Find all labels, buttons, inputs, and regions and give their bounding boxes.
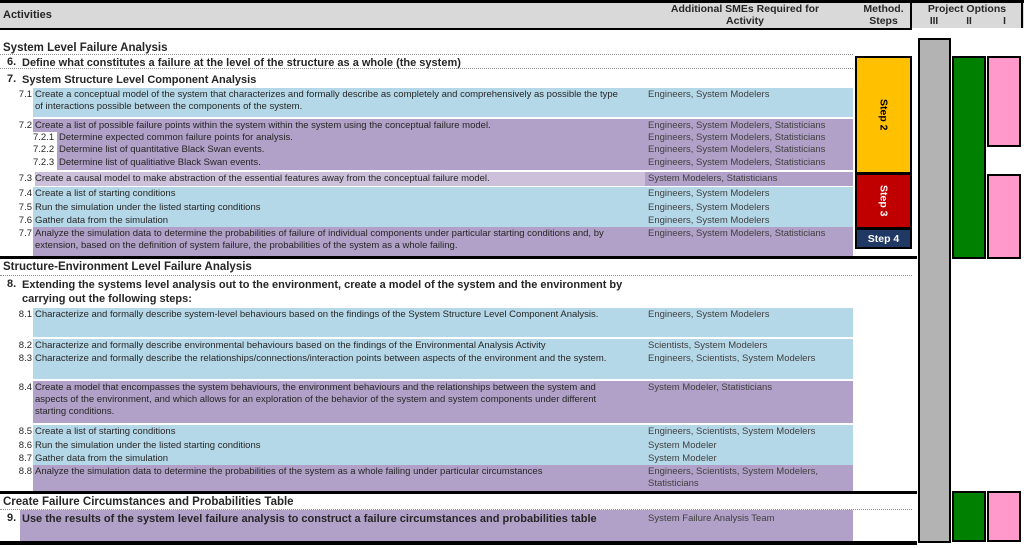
section-title: Structure-Environment Level Failure Analysis <box>3 261 252 273</box>
row-number: 8.2 <box>18 340 32 351</box>
row-number: 8. <box>7 278 17 290</box>
activity-text: Create a conceptual model of the system that characterizes and formally describe as completely and comprehensively as possible the type of interactions possible between the components of the system. <box>35 89 618 112</box>
dotted-separator <box>0 509 912 510</box>
activity-text: Characterize and formally describe the relationships/connections/interaction points between aspects of the environment and the system. <box>35 353 607 364</box>
activity-text: Extending the systems level analysis out to the environment, create a model of the system and the environment by carrying out the following steps: <box>22 279 623 305</box>
row-8-7 <box>0 452 1024 465</box>
sme-text: System Modelers, Statisticians <box>648 173 778 184</box>
sme-text: Engineers, System Modelers, Statisticians <box>648 228 826 239</box>
section-create-table <box>0 494 1024 510</box>
method-step-2-box <box>855 56 912 174</box>
sme-text: Engineers, System Modelers, Statisticians <box>648 120 826 131</box>
sme-text: Engineers, Scientists, System Modelers <box>648 353 816 364</box>
sme-text: Engineers, Scientists, System Modelers, Statisticians <box>648 466 819 489</box>
sme-text: Engineers, System Modelers, Statisticians <box>648 157 826 168</box>
activity-text: Characterize and formally describe environmental behaviours based on the findings of the Environmental Analysis Activity <box>35 340 546 351</box>
header-activities: Activities <box>3 9 52 21</box>
header-option-ii: II <box>966 16 972 27</box>
row-number: 7. <box>7 73 17 85</box>
header-option-i: I <box>1003 16 1006 27</box>
activity-text: Create a causal model to make abstraction of the essential features away from the conceptual failure model. <box>35 173 490 184</box>
row-8 <box>0 276 1024 308</box>
row-8-1 <box>0 308 1024 337</box>
section-system-level <box>0 30 1024 55</box>
header-project-options: Project Options <box>927 3 1007 15</box>
header-smes: Additional SMEs Required for Activity <box>670 3 820 27</box>
activity-text: Create a list of starting conditions <box>35 426 176 437</box>
row-number: 9. <box>7 512 17 524</box>
option-i-bar-2 <box>987 174 1021 259</box>
row-8-5 <box>0 425 1024 439</box>
activity-text: Gather data from the simulation <box>35 453 169 464</box>
activity-text: Define what constitutes a failure at the level of the structure as a whole (the system) <box>22 57 461 69</box>
activity-text: Analyze the simulation data to determine the probabilities of the system as a whole failing under particular circumstances <box>35 466 543 477</box>
section-structure-environment <box>0 259 1024 276</box>
row-8-6 <box>0 439 1024 452</box>
section-title: Create Failure Circumstances and Probabilities Table <box>3 496 294 508</box>
row-number: 7.7 <box>18 228 32 239</box>
row-number: 7.2.3 <box>33 157 55 168</box>
table-header <box>0 0 1024 30</box>
row-number: 7.3 <box>18 173 32 184</box>
step-2-label: Step 2 <box>877 99 890 131</box>
activity-text: Determine list of qualitiative Black Swan events. <box>59 157 261 168</box>
activity-text: Analyze the simulation data to determine the probabilities of failure of individual components under particular starting conditions and, by extension, based on the definition of system failure, the probabilities of the system as a whole failing. <box>35 228 604 251</box>
row-number: 7.5 <box>18 202 32 213</box>
method-step-3-box <box>855 173 912 229</box>
sme-text: Scientists, System Modelers <box>648 340 768 351</box>
row-number: 6. <box>7 56 17 68</box>
sme-text: Engineers, System Modelers <box>648 215 770 226</box>
activity-text: Characterize and formally describe system-level behaviours based on the findings of the System Structure Level Component Analysis. <box>35 309 599 320</box>
row-number: 8.8 <box>18 466 32 477</box>
row-number: 8.1 <box>18 309 32 320</box>
option-iii-bar <box>918 38 951 543</box>
row-8-2 <box>0 339 1024 352</box>
step-3-label: Step 3 <box>877 185 890 217</box>
activity-text: Gather data from the simulation <box>35 215 169 226</box>
activity-text: Create a list of possible failure points within the system within the system using the conceptual failure model. <box>35 120 491 131</box>
sme-text: Engineers, System Modelers <box>648 309 770 320</box>
activity-text: Run the simulation under the listed starting conditions <box>35 202 261 213</box>
header-right-border <box>1021 0 1023 28</box>
bottom-border <box>0 541 917 545</box>
row-8-3 <box>0 352 1024 379</box>
header-method-steps: Method. Steps <box>863 3 904 27</box>
sme-text: Engineers, System Modelers, Statisticians <box>648 132 826 143</box>
activity-text: Create a model that encompasses the system behaviours, the environment behaviours and the relationships between the system and aspects of the environment, and which allows for an exploration of the behavior of the system and system components under different starting conditions. <box>35 382 597 417</box>
row-number: 8.6 <box>18 440 32 451</box>
sme-text: Engineers, System Modelers <box>648 188 770 199</box>
sme-text: System Modeler <box>648 453 717 464</box>
activity-text: System Structure Level Component Analysis <box>22 74 257 86</box>
dotted-separator <box>0 275 912 276</box>
row-number: 8.7 <box>18 453 32 464</box>
option-ii-bar-2 <box>952 491 986 542</box>
method-step-4-box <box>855 228 912 249</box>
activity-text: Create a list of starting conditions <box>35 188 176 199</box>
activity-text: Run the simulation under the listed starting conditions <box>35 440 261 451</box>
sme-text: System Modeler, Statisticians <box>648 382 773 393</box>
row-number: 7.4 <box>18 188 32 199</box>
sme-text: System Modeler <box>648 440 717 451</box>
row-number: 7.2.1 <box>33 132 55 143</box>
sme-text: Engineers, System Modelers <box>648 202 770 213</box>
row-8-8 <box>0 465 1024 491</box>
header-option-iii: III <box>929 16 939 27</box>
row-number: 8.3 <box>18 353 32 364</box>
option-i-bar-3 <box>987 491 1021 542</box>
activity-text: Use the results of the system level failure analysis to construct a failure circumstances and probabilities table <box>22 513 597 525</box>
sme-text: Engineers, System Modelers <box>648 89 770 100</box>
sme-text: Engineers, Scientists, System Modelers <box>648 426 816 437</box>
activity-text: Determine list of quantitative Black Swan events. <box>59 144 265 155</box>
row-number: 7.6 <box>18 215 32 226</box>
dotted-separator <box>0 54 853 55</box>
sme-text: Engineers, System Modelers, Statisticians <box>648 144 826 155</box>
sme-text: System Failure Analysis Team <box>648 513 775 524</box>
option-ii-bar-1 <box>952 56 986 259</box>
row-number: 8.4 <box>18 382 32 393</box>
dotted-separator <box>0 68 853 69</box>
section-title: System Level Failure Analysis <box>3 42 168 54</box>
row-number: 7.1 <box>18 89 32 100</box>
row-8-4 <box>0 381 1024 423</box>
step-4-label: Step 4 <box>867 232 900 245</box>
row-number: 7.2 <box>18 120 32 131</box>
row-9 <box>0 510 1024 541</box>
option-i-bar-1 <box>987 56 1021 147</box>
activity-text: Determine expected common failure points for analysis. <box>59 132 293 143</box>
row-number: 7.2.2 <box>33 144 55 155</box>
row-number: 8.5 <box>18 426 32 437</box>
